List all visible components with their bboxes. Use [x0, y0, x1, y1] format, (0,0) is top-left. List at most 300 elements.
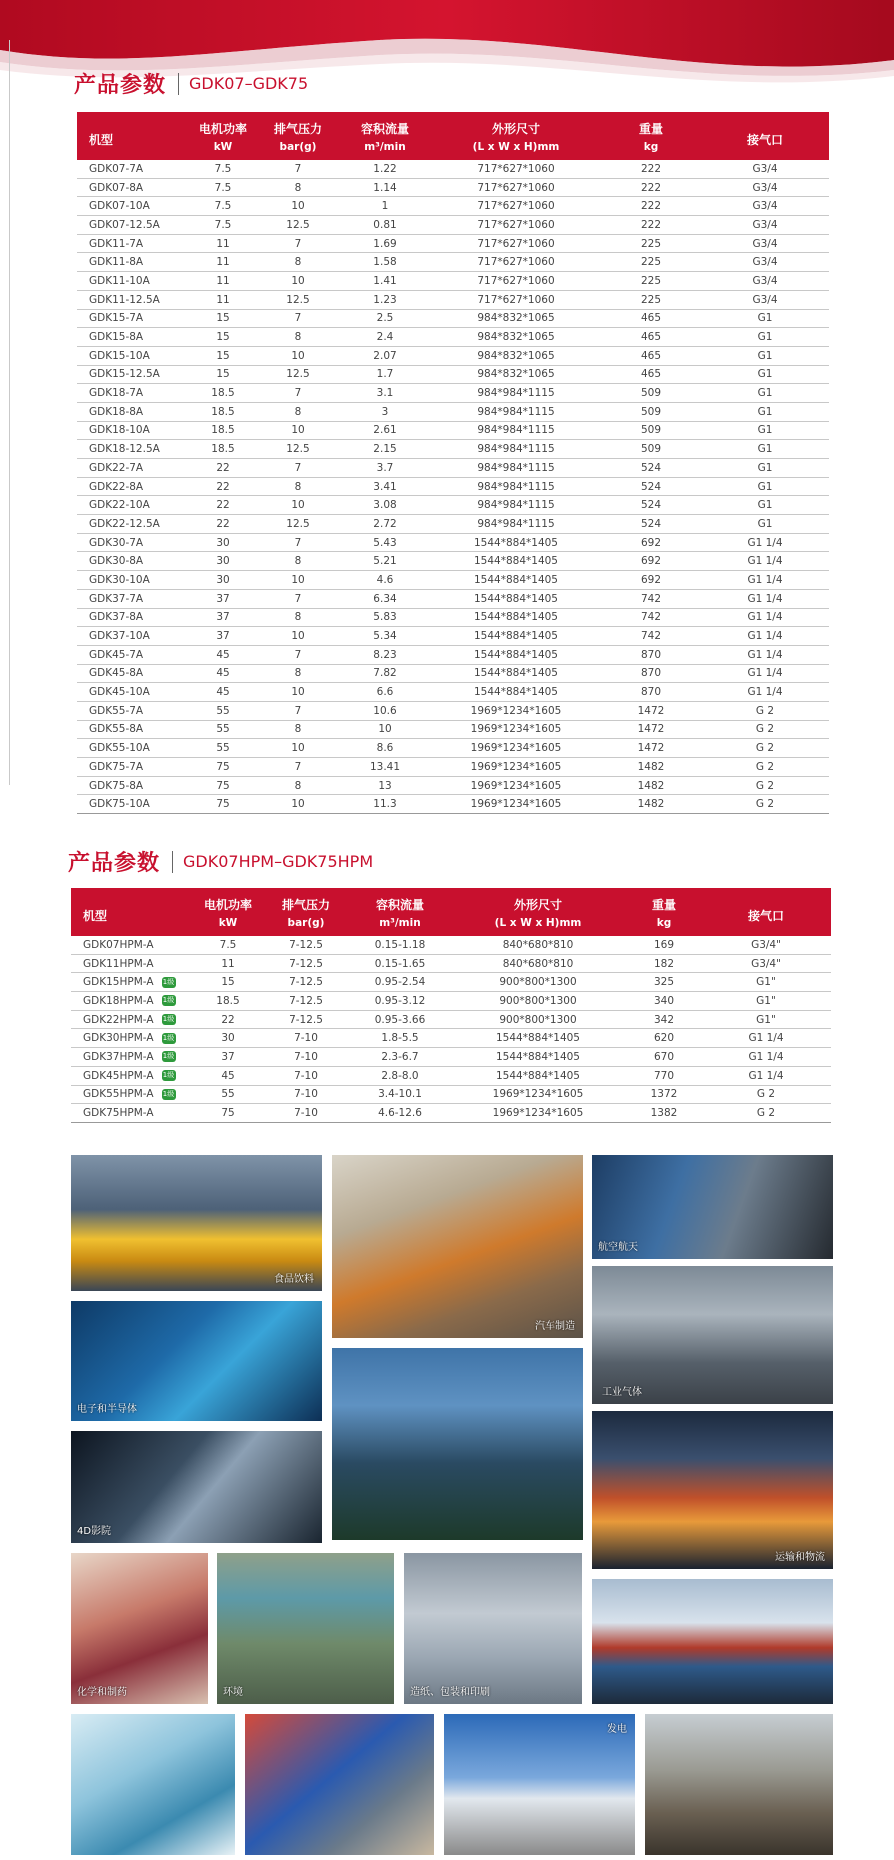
table-cell: 2.8-8.0	[351, 1066, 449, 1085]
model-name: GDK30HPM-A	[83, 1032, 154, 1045]
table-cell: 7.5	[189, 178, 257, 197]
table-cell: 717*627*1060	[431, 216, 601, 235]
table-cell: 984*832*1065	[431, 365, 601, 384]
table-cell: 1969*1234*1605	[431, 776, 601, 795]
table-cell: 1.23	[339, 290, 431, 309]
table-cell: 1969*1234*1605	[449, 1104, 627, 1123]
table-cell: 55	[189, 739, 257, 758]
table-cell: GDK22-12.5A	[77, 515, 189, 534]
table-cell: 10	[257, 496, 339, 515]
table-cell: 45	[189, 645, 257, 664]
panel-border	[9, 40, 10, 785]
tile-aerospace	[592, 1155, 833, 1259]
model-name: GDK45HPM-A	[83, 1069, 154, 1082]
caption-electronics: 电子和半导体	[77, 1404, 137, 1415]
energy-efficiency-badge-icon: 1级	[162, 1071, 175, 1080]
table-cell: 1544*884*1405	[431, 552, 601, 571]
table-cell: 1.7	[339, 365, 431, 384]
table-cell: 325	[627, 973, 701, 992]
table-row	[77, 272, 829, 291]
table-cell: 2.4	[339, 328, 431, 347]
tile-food-beverage	[71, 1155, 322, 1291]
table-cell: 5.34	[339, 627, 431, 646]
tile-laboratory	[71, 1714, 235, 1855]
table-cell: 509	[601, 440, 701, 459]
table-cell: 225	[601, 272, 701, 291]
caption-food: 食品饮料	[274, 1274, 314, 1285]
title-separator	[178, 73, 179, 95]
table-cell: 1.14	[339, 178, 431, 197]
table-cell: 984*832*1065	[431, 309, 601, 328]
table-cell: GDK11-8A	[77, 253, 189, 272]
table-cell: G3/4	[701, 253, 829, 272]
table-cell	[71, 936, 195, 954]
table-cell: GDK30-10A	[77, 571, 189, 590]
table-cell: GDK15-8A	[77, 328, 189, 347]
tile-paper-printing	[404, 1553, 582, 1704]
table-cell: 8.6	[339, 739, 431, 758]
table-cell: 22	[189, 459, 257, 478]
table-cell: 10	[257, 421, 339, 440]
table-cell	[71, 1104, 195, 1123]
table-row	[71, 973, 831, 992]
header-power-unit: kW	[189, 138, 257, 160]
table-cell: 742	[601, 627, 701, 646]
table-cell: 670	[627, 1048, 701, 1067]
table-cell: G3/4	[701, 234, 829, 253]
table-cell: G 2	[701, 795, 829, 814]
model-name: GDK07HPM-A	[83, 938, 154, 951]
table-cell: 10	[257, 683, 339, 702]
table-row	[77, 627, 829, 646]
table-cell: 30	[189, 533, 257, 552]
table-row	[71, 1048, 831, 1067]
table-cell: G 2	[701, 758, 829, 777]
table-row	[71, 992, 831, 1011]
table-cell: 7-10	[261, 1048, 351, 1067]
table-cell: 15	[189, 309, 257, 328]
table-cell: 12.5	[257, 515, 339, 534]
table-cell: GDK45-7A	[77, 645, 189, 664]
table-cell: G1	[701, 309, 829, 328]
table-cell: 984*832*1065	[431, 328, 601, 347]
table-cell: GDK55-8A	[77, 720, 189, 739]
table-cell: 1544*884*1405	[431, 608, 601, 627]
table-cell: 182	[627, 954, 701, 973]
table-cell: 7	[257, 701, 339, 720]
table-cell: 900*800*1300	[449, 1010, 627, 1029]
table-cell: 2.07	[339, 346, 431, 365]
table-cell: 1.8-5.5	[351, 1029, 449, 1048]
tile-4d-cinema	[71, 1431, 322, 1543]
table-cell: G1 1/4	[701, 1066, 831, 1085]
table-cell: 984*984*1115	[431, 515, 601, 534]
table-cell: 22	[189, 496, 257, 515]
table-cell: 55	[189, 720, 257, 739]
table-cell: G1	[701, 402, 829, 421]
table-cell: 169	[627, 936, 701, 954]
table-cell: 0.95-3.66	[351, 1010, 449, 1029]
table-cell: 1544*884*1405	[431, 683, 601, 702]
table-cell: 8	[257, 477, 339, 496]
table-cell: 75	[189, 795, 257, 814]
table-cell: G1	[701, 440, 829, 459]
table-cell: 1544*884*1405	[431, 664, 601, 683]
table-cell: GDK45-10A	[77, 683, 189, 702]
table-row	[77, 795, 829, 814]
table-cell: 30	[195, 1029, 261, 1048]
table-cell: 18.5	[189, 402, 257, 421]
table-cell: 717*627*1060	[431, 160, 601, 178]
table-row	[77, 477, 829, 496]
header-model: 机型	[77, 112, 189, 160]
table-cell: 2.15	[339, 440, 431, 459]
table-cell: 45	[189, 683, 257, 702]
table-cell: 6.6	[339, 683, 431, 702]
table-cell: 37	[195, 1048, 261, 1067]
table-cell: 11	[189, 290, 257, 309]
table-cell: 2.61	[339, 421, 431, 440]
table-cell: 984*984*1115	[431, 477, 601, 496]
table-cell: 0.95-2.54	[351, 973, 449, 992]
header-weight-unit: kg	[601, 138, 701, 160]
table-cell: GDK18-10A	[77, 421, 189, 440]
table-cell: 984*984*1115	[431, 421, 601, 440]
table-cell: 7	[257, 160, 339, 178]
table-cell: G1	[701, 365, 829, 384]
table-cell: 37	[189, 627, 257, 646]
table-cell: 22	[189, 515, 257, 534]
table-cell: 1544*884*1405	[431, 571, 601, 590]
model-name: GDK55HPM-A	[83, 1088, 154, 1101]
table-cell: 4.6-12.6	[351, 1104, 449, 1123]
table-cell: GDK15-7A	[77, 309, 189, 328]
table-cell: 7	[257, 459, 339, 478]
caption-pharma: 化学和制药	[77, 1687, 127, 1698]
table-cell: 8	[257, 552, 339, 571]
table-cell: G1	[701, 515, 829, 534]
table-row	[77, 216, 829, 235]
table-cell: 717*627*1060	[431, 290, 601, 309]
table-cell: 1969*1234*1605	[431, 720, 601, 739]
table-cell: 7.5	[189, 160, 257, 178]
header-pressure: 排气压力	[261, 888, 351, 914]
table-row	[77, 384, 829, 403]
table-cell: 717*627*1060	[431, 253, 601, 272]
table-cell: 75	[189, 776, 257, 795]
table-cell: GDK07-10A	[77, 197, 189, 216]
table-cell: 18.5	[189, 440, 257, 459]
table-row	[77, 459, 829, 478]
table-cell: 1544*884*1405	[431, 645, 601, 664]
table-cell: 3.7	[339, 459, 431, 478]
table-cell: 1.22	[339, 160, 431, 178]
header-weight-unit: kg	[627, 914, 701, 936]
table-cell: 3.08	[339, 496, 431, 515]
table-cell: 75	[195, 1104, 261, 1123]
table-cell: 222	[601, 178, 701, 197]
model-name: GDK22HPM-A	[83, 1013, 154, 1026]
table-row	[71, 1104, 831, 1123]
spec-table-hpm	[71, 888, 831, 1123]
table-cell: G1 1/4	[701, 533, 829, 552]
table-cell: 11	[189, 253, 257, 272]
table-cell: 10	[257, 571, 339, 590]
table-cell: 1482	[601, 776, 701, 795]
table-row	[77, 197, 829, 216]
table-row	[77, 720, 829, 739]
table-cell: 870	[601, 645, 701, 664]
table-cell: 984*984*1115	[431, 384, 601, 403]
table-row	[77, 533, 829, 552]
table-cell: 7	[257, 234, 339, 253]
table-cell: 18.5	[189, 384, 257, 403]
table-cell: 717*627*1060	[431, 178, 601, 197]
table-row	[77, 608, 829, 627]
table-cell: G 2	[701, 701, 829, 720]
header-power-unit: kW	[195, 914, 261, 936]
table-cell: G 2	[701, 720, 829, 739]
table-cell: 18.5	[189, 421, 257, 440]
section-title-2	[68, 846, 373, 877]
table-row	[77, 402, 829, 421]
table-cell: 10	[257, 795, 339, 814]
section-title-text: 产品参数	[68, 851, 161, 876]
caption-logistics: 运输和物流	[775, 1552, 825, 1563]
header-pressure-unit: bar(g)	[261, 914, 351, 936]
table-cell: 55	[189, 701, 257, 720]
header-dims-unit: (L x W x H)mm	[431, 138, 601, 160]
table-row	[71, 1066, 831, 1085]
table-cell: 10.6	[339, 701, 431, 720]
table-cell: 22	[189, 477, 257, 496]
table-cell: 3	[339, 402, 431, 421]
table-cell: GDK07-7A	[77, 160, 189, 178]
table-cell: G1 1/4	[701, 645, 829, 664]
table-cell: 742	[601, 589, 701, 608]
table-cell: 0.95-3.12	[351, 992, 449, 1011]
table-cell: 465	[601, 365, 701, 384]
section-title-text: 产品参数	[74, 73, 167, 98]
table-cell: 509	[601, 402, 701, 421]
header-flow-unit: m³/min	[339, 138, 431, 160]
table-cell: 15	[189, 365, 257, 384]
tile-industrial-gas	[592, 1266, 833, 1404]
table-cell: GDK11-10A	[77, 272, 189, 291]
table-cell: 8	[257, 608, 339, 627]
table-cell: 870	[601, 664, 701, 683]
table-cell: G1"	[701, 973, 831, 992]
table-cell: G3/4	[701, 272, 829, 291]
header-dims: 外形尺寸	[431, 112, 601, 138]
table-cell: 8.23	[339, 645, 431, 664]
table-cell: 12.5	[257, 365, 339, 384]
table-row	[77, 346, 829, 365]
table-cell: G1	[701, 421, 829, 440]
table-cell: GDK15-10A	[77, 346, 189, 365]
table-cell: 7-10	[261, 1085, 351, 1104]
table-cell: 8	[257, 776, 339, 795]
table-cell: 13	[339, 776, 431, 795]
table-cell: G 2	[701, 776, 829, 795]
table-cell: 6.34	[339, 589, 431, 608]
table-cell: 45	[195, 1066, 261, 1085]
table-row	[77, 683, 829, 702]
table-cell: 1969*1234*1605	[431, 758, 601, 777]
table-row	[77, 234, 829, 253]
table-cell: 770	[627, 1066, 701, 1085]
table-cell: 12.5	[257, 290, 339, 309]
model-name: GDK75HPM-A	[83, 1107, 154, 1120]
table-cell: 8	[257, 720, 339, 739]
header-model: 机型	[71, 888, 195, 936]
table-cell: 900*800*1300	[449, 973, 627, 992]
table-cell: 75	[189, 758, 257, 777]
caption-film: 4D影院	[77, 1526, 112, 1537]
table-cell: G3/4	[701, 197, 829, 216]
table-cell: G1 1/4	[701, 683, 829, 702]
caption-power: 发电	[607, 1724, 627, 1735]
table-cell: 7-10	[261, 1104, 351, 1123]
table-cell	[71, 954, 195, 973]
table-cell: G1 1/4	[701, 1029, 831, 1048]
table-cell: 18.5	[195, 992, 261, 1011]
table-cell: 1969*1234*1605	[431, 701, 601, 720]
table-cell: GDK15-12.5A	[77, 365, 189, 384]
energy-efficiency-badge-icon: 1级	[162, 1089, 175, 1098]
table-cell: G1 1/4	[701, 627, 829, 646]
table-cell: 30	[189, 552, 257, 571]
table-cell: GDK75-10A	[77, 795, 189, 814]
table-cell: 3.41	[339, 477, 431, 496]
table-cell: GDK22-8A	[77, 477, 189, 496]
table-cell: G3/4"	[701, 954, 831, 973]
table-row	[77, 253, 829, 272]
table-cell: 0.15-1.18	[351, 936, 449, 954]
caption-paper: 造纸、包装和印刷	[410, 1687, 490, 1698]
table-cell: 984*984*1115	[431, 402, 601, 421]
table-cell: 8	[257, 328, 339, 347]
table-cell: 465	[601, 309, 701, 328]
tile-refrigeration-gauge	[245, 1714, 434, 1855]
table-cell: 5.83	[339, 608, 431, 627]
table-cell: 8	[257, 402, 339, 421]
energy-efficiency-badge-icon: 1级	[162, 1033, 175, 1042]
table-cell: G1	[701, 496, 829, 515]
table-cell: 8	[257, 178, 339, 197]
table-cell: GDK22-7A	[77, 459, 189, 478]
table-cell: GDK55-7A	[77, 701, 189, 720]
table-cell: GDK45-8A	[77, 664, 189, 683]
table-cell: 8	[257, 664, 339, 683]
table-row	[77, 739, 829, 758]
header-dims: 外形尺寸	[449, 888, 627, 914]
header-weight: 重量	[601, 112, 701, 138]
table-cell: 11	[195, 954, 261, 973]
table-cell: 900*800*1300	[449, 992, 627, 1011]
tile-environment	[217, 1553, 394, 1704]
header-pressure-unit: bar(g)	[257, 138, 339, 160]
table-cell: 1	[339, 197, 431, 216]
table-row	[77, 421, 829, 440]
table-row	[77, 758, 829, 777]
table-cell: 225	[601, 253, 701, 272]
table-cell: 1544*884*1405	[431, 589, 601, 608]
table-cell: 11.3	[339, 795, 431, 814]
table-row	[77, 440, 829, 459]
table-cell: G1 1/4	[701, 664, 829, 683]
table-cell: 225	[601, 290, 701, 309]
table-cell: 692	[601, 552, 701, 571]
table-cell: G1 1/4	[701, 1048, 831, 1067]
table-cell: 717*627*1060	[431, 272, 601, 291]
table-cell: 465	[601, 346, 701, 365]
table-cell: GDK55-10A	[77, 739, 189, 758]
table-cell: 7	[257, 758, 339, 777]
table-cell: 7-12.5	[261, 992, 351, 1011]
table-cell: 742	[601, 608, 701, 627]
table-row	[77, 160, 829, 178]
table-cell: 509	[601, 421, 701, 440]
table-row	[77, 571, 829, 590]
table-cell: 7	[257, 645, 339, 664]
header-outlet: 接气口	[701, 112, 829, 160]
header-weight: 重量	[627, 888, 701, 914]
table-cell: 1544*884*1405	[431, 627, 601, 646]
table-cell: 225	[601, 234, 701, 253]
energy-efficiency-badge-icon: 1级	[162, 996, 175, 1005]
table-cell: 45	[189, 664, 257, 683]
table-cell: GDK30-8A	[77, 552, 189, 571]
table-cell: G1	[701, 328, 829, 347]
header-pressure: 排气压力	[257, 112, 339, 138]
energy-efficiency-badge-icon: 1级	[162, 1015, 175, 1024]
table-row	[77, 664, 829, 683]
table-cell: 10	[257, 197, 339, 216]
table-row	[77, 645, 829, 664]
table-cell: 12.5	[257, 440, 339, 459]
energy-efficiency-badge-icon: 1级	[162, 1052, 175, 1061]
table-cell: 1482	[601, 758, 701, 777]
table-cell: G1	[701, 477, 829, 496]
table-cell: 870	[601, 683, 701, 702]
table-cell: 10	[257, 346, 339, 365]
table-cell: 984*984*1115	[431, 440, 601, 459]
caption-gas: 工业气体	[602, 1387, 642, 1398]
table-cell	[71, 1029, 195, 1048]
table-cell: 3.1	[339, 384, 431, 403]
table-cell	[71, 973, 195, 992]
table-cell: 984*832*1065	[431, 346, 601, 365]
table-cell: 7-12.5	[261, 1010, 351, 1029]
table-row	[71, 936, 831, 954]
table-cell: 7	[257, 533, 339, 552]
table-cell: G1	[701, 459, 829, 478]
table-cell: 10	[257, 272, 339, 291]
table-cell: 10	[257, 627, 339, 646]
table-cell: G3/4	[701, 216, 829, 235]
caption-env: 环境	[223, 1687, 243, 1698]
table-row	[71, 954, 831, 973]
table-row	[71, 1029, 831, 1048]
table-cell: GDK11-12.5A	[77, 290, 189, 309]
table-cell: 4.6	[339, 571, 431, 590]
table-cell: 0.81	[339, 216, 431, 235]
table-cell	[71, 1048, 195, 1067]
table-cell: 1372	[627, 1085, 701, 1104]
table-cell: GDK37-8A	[77, 608, 189, 627]
table-row	[77, 496, 829, 515]
